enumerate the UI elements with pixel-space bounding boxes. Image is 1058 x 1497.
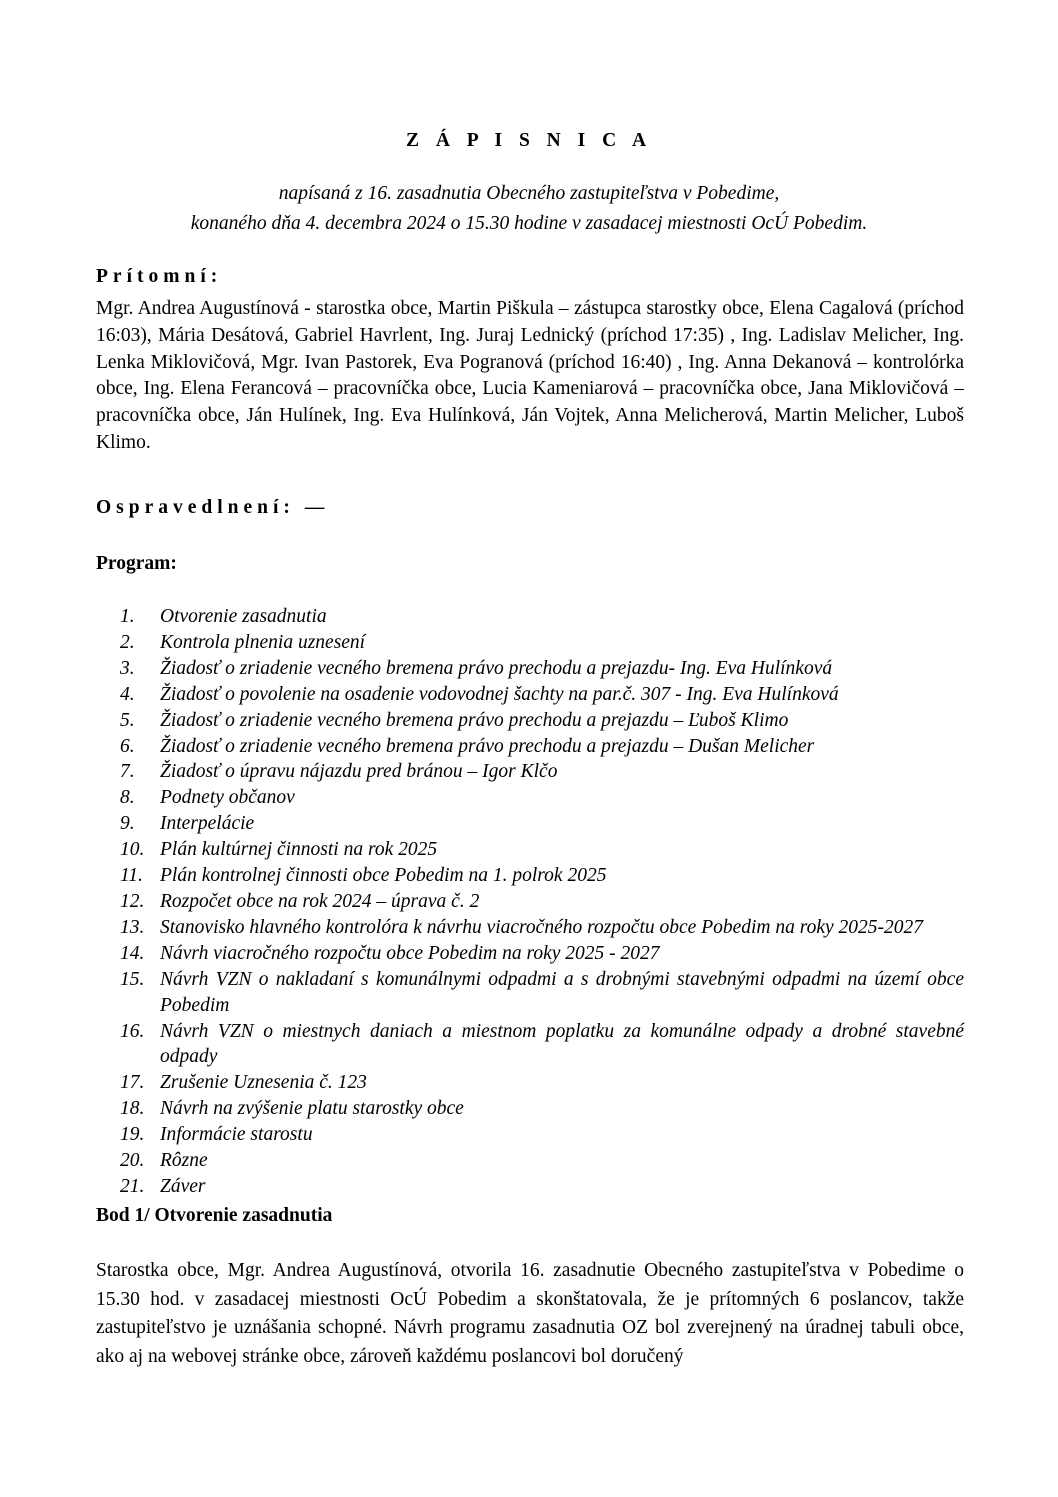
program-item-number bbox=[96, 837, 160, 863]
program-item-number bbox=[96, 708, 160, 734]
program-item bbox=[96, 863, 964, 889]
program-item-number-text: 19. bbox=[120, 1124, 145, 1146]
program-item-number bbox=[96, 811, 160, 837]
program-item bbox=[96, 837, 964, 863]
program-item bbox=[96, 1070, 964, 1096]
program-item-text: Informácie starostu bbox=[160, 1124, 313, 1146]
program-item-number-text: 2. bbox=[120, 631, 135, 653]
program-item-number bbox=[96, 1019, 160, 1071]
program-item-number bbox=[96, 941, 160, 967]
program-item-number-text: 18. bbox=[120, 1098, 145, 1120]
program-item-text: Žiadosť o zriadenie vecného bremena právo prechodu a prejazdu – Dušan Melicher bbox=[160, 735, 815, 757]
program-item bbox=[96, 734, 964, 760]
program-item-text: Zrušenie Uznesenia č. 123 bbox=[160, 1072, 367, 1094]
program-item-number-text: 16. bbox=[120, 1020, 145, 1042]
program-item-number bbox=[96, 1122, 160, 1148]
program-item-number-text: 9. bbox=[120, 813, 135, 835]
program-item bbox=[96, 785, 964, 811]
program-item-number-text: 20. bbox=[120, 1150, 145, 1172]
program-item-text: Otvorenie zasadnutia bbox=[160, 606, 327, 627]
excused-heading: Ospravedlnení: — bbox=[96, 497, 330, 518]
program-item-number bbox=[96, 967, 160, 1019]
program-item-text: Interpelácie bbox=[160, 813, 255, 835]
program-item-number bbox=[96, 759, 160, 785]
program-item-number-text: 13. bbox=[120, 916, 145, 938]
program-item-text: Kontrola plnenia uznesení bbox=[160, 631, 366, 653]
program-item-number bbox=[96, 1070, 160, 1096]
program-item bbox=[96, 1174, 964, 1200]
program-item-text: Stanovisko hlavného kontrolóra k návrhu viacročného rozpočtu obce Pobedim na roky 2025-2027 bbox=[160, 916, 924, 938]
program-item-number bbox=[96, 656, 160, 682]
program-item-text: Žiadosť o zriadenie vecného bremena právo prechodu a prejazdu- Ing. Eva Hulínková bbox=[160, 657, 833, 679]
program-item bbox=[96, 656, 964, 682]
document-subtitle-line1: napísaná z 16. zasadnutia Obecného zastupiteľstva v Pobedime, bbox=[278, 183, 780, 204]
program-item-number-text: 7. bbox=[120, 761, 135, 783]
program-item-text: Rôzne bbox=[160, 1150, 208, 1172]
program-item bbox=[96, 682, 964, 708]
program-item bbox=[96, 1096, 964, 1122]
program-item bbox=[96, 630, 964, 656]
bod1-heading: Bod 1/ Otvorenie zasadnutia bbox=[96, 1205, 333, 1226]
program-item-number bbox=[96, 604, 160, 630]
program-item-number bbox=[96, 915, 160, 941]
program-item-number bbox=[96, 889, 160, 915]
program-item-text: Návrh na zvýšenie platu starostky obce bbox=[160, 1098, 464, 1120]
program-item-number-text: 14. bbox=[120, 942, 145, 964]
program-item-number bbox=[96, 630, 160, 656]
program-item bbox=[96, 967, 964, 1019]
program-item bbox=[96, 915, 964, 941]
program-item bbox=[96, 1122, 964, 1148]
program-item-number-text: 4. bbox=[120, 683, 135, 705]
program-item bbox=[96, 889, 964, 915]
program-item-text: Podnety občanov bbox=[160, 787, 295, 809]
program-item-text: Návrh VZN o nakladaní s komunálnymi odpadmi a s drobnými stavebnými odpadmi na území obce Pobedim bbox=[160, 968, 964, 1016]
program-item bbox=[96, 941, 964, 967]
program-item-number-text: 12. bbox=[120, 890, 145, 912]
program-item-number-text: 11. bbox=[120, 865, 143, 887]
program-item-number-text: 5. bbox=[120, 709, 135, 731]
document-title: Z Á P I S N I C A bbox=[405, 130, 653, 151]
program-item-text: Plán kultúrnej činnosti na rok 2025 bbox=[160, 839, 438, 861]
program-item-text: Žiadosť o úpravu nájazdu pred bránou – Igor Klčo bbox=[160, 761, 558, 783]
program-item-number bbox=[96, 734, 160, 760]
program-item-number-text: 6. bbox=[120, 735, 135, 757]
program-item bbox=[96, 1019, 964, 1071]
attendees-paragraph: Mgr. Andrea Augustínová - starostka obce, Martin Piškula – zástupca starostky obce, Elena Cagalová (príchod 16:03), Mária Desátová, Gabriel Havrlent, Ing. Juraj Lednický (príchod 17:35) , Ing. Ladislav Melicher, Ing. Lenka Miklovičová, Mgr. Ivan Pastorek, Eva Pogranová (príchod 16:40) , Ing. Anna Dekanová – kontrolórka obce, Ing. Elena Ferancová – pracovníčka obce, Lucia Kameniarová – pracovníčka obce, Jana Miklovičová – pracovníčka obce, Ján Hulínek, Ing. Eva Hulínková, Ján Vojtek, Anna Melicherová, Martin Melicher, Luboš Klimo. bbox=[96, 298, 964, 453]
program-list bbox=[96, 604, 964, 1200]
program-item-number-text: 1. bbox=[120, 606, 135, 627]
program-item-text: Návrh viacročného rozpočtu obce Pobedim na roky 2025 - 2027 bbox=[160, 942, 660, 964]
program-item-number-text: 17. bbox=[120, 1072, 145, 1094]
program-item-number bbox=[96, 1148, 160, 1174]
program-item-text: Rozpočet obce na rok 2024 – úprava č. 2 bbox=[160, 890, 480, 912]
program-item-number bbox=[96, 682, 160, 708]
program-item-number-text: 8. bbox=[120, 787, 135, 809]
present-heading: Prítomní: bbox=[96, 266, 223, 287]
program-item-number-text: 21. bbox=[120, 1175, 145, 1197]
program-item bbox=[96, 708, 964, 734]
program-heading: Program: bbox=[96, 553, 177, 574]
program-item-number bbox=[96, 785, 160, 811]
program-item-text: Plán kontrolnej činnosti obce Pobedim na 1. polrok 2025 bbox=[160, 865, 607, 887]
program-item bbox=[96, 1148, 964, 1174]
program-item-number bbox=[96, 863, 160, 889]
program-item-text: Žiadosť o zriadenie vecného bremena právo prechodu a prejazdu – Ľuboš Klimo bbox=[160, 709, 789, 731]
document-subtitle-line2: konaného dňa 4. decembra 2024 o 15.30 hodine v zasadacej miestnosti OcÚ Pobedim. bbox=[190, 213, 868, 234]
program-item bbox=[96, 604, 964, 630]
bod1-paragraph: Starostka obce, Mgr. Andrea Augustínová, otvorila 16. zasadnutie Obecného zastupiteľstva v Pobedime o 15.30 hod. v zasadacej miestnosti OcÚ Pobedim a skonštatovala, že je prítomných 6 poslancov, takže zastupiteľstvo je uznášania schopné. Návrh programu zasadnutia OZ bol zverejnený na úradnej tabuli obce, ako aj na webovej stránke obce, zároveň každému poslancovi bol doručený bbox=[96, 1260, 964, 1368]
program-item-number-text: 3. bbox=[120, 657, 135, 679]
program-item bbox=[96, 811, 964, 837]
program-item-text: Žiadosť o povolenie na osadenie vodovodnej šachty na par.č. 307 - Ing. Eva Hulínková bbox=[160, 683, 839, 705]
program-item-number bbox=[96, 1174, 160, 1200]
program-item-text: Záver bbox=[160, 1175, 206, 1197]
program-item-number-text: 15. bbox=[120, 968, 145, 990]
program-item-number bbox=[96, 1096, 160, 1122]
program-item-text: Návrh VZN o miestnych daniach a miestnom poplatku za komunálne odpady a drobné stavebné odpady bbox=[160, 1020, 964, 1068]
program-item-number-text: 10. bbox=[120, 839, 145, 861]
program-item bbox=[96, 759, 964, 785]
